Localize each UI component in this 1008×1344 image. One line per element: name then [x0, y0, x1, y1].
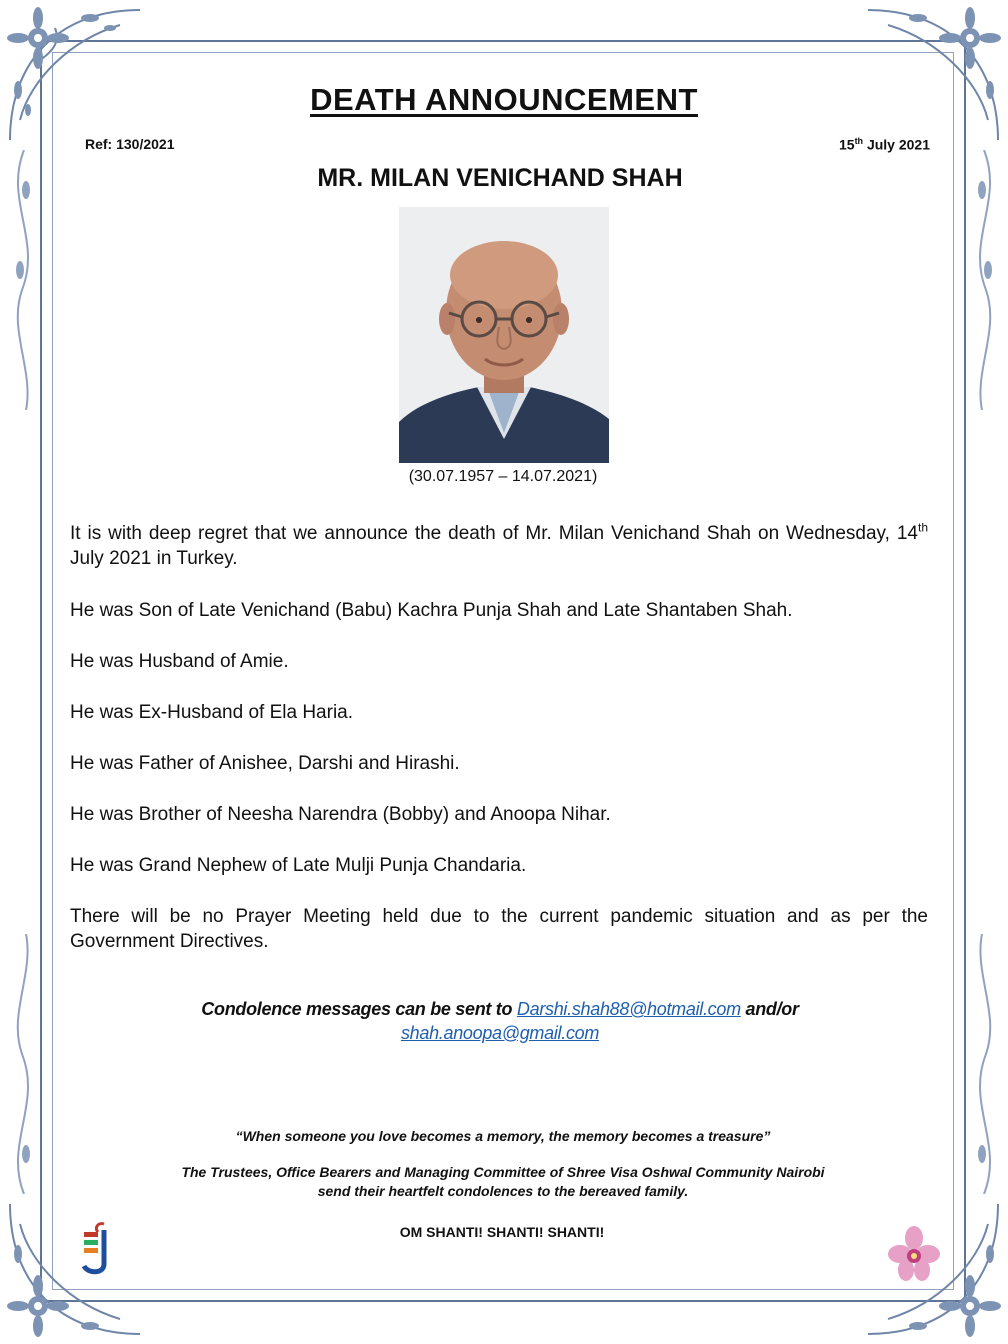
trustees-line-2: send their heartfelt condolences to the bereaved family. [317, 1183, 689, 1199]
corner-ornament-icon [858, 0, 1008, 150]
page-title [0, 82, 1008, 118]
date-day: 15 [838, 136, 855, 153]
memorial-quote: “When someone you love becomes a memory, the memory becomes a treasure” [235, 1128, 771, 1144]
ex-spouse-line: He was Ex-Husband of Ela Haria. [70, 702, 354, 723]
om-shanti: OM SHANTI! SHANTI! SHANTI! [399, 1224, 605, 1240]
prayer-meeting-notice: There will be no Prayer Meeting held due to the current pandemic situation and as per the Government Directives. [70, 906, 928, 952]
announcement-date [839, 136, 930, 153]
condolence-prefix: Condolence messages can be sent to [201, 999, 517, 1019]
side-scroll-ornament-icon [4, 934, 44, 1194]
side-scroll-ornament-icon [964, 934, 1004, 1194]
grand-nephew-line: He was Grand Nephew of Late Mulji Punja Chandaria. [70, 855, 527, 876]
portrait-illustration-icon [399, 207, 609, 463]
siblings-line: He was Brother of Neesha Narendra (Bobby) and Anoopa Nihar. [70, 804, 611, 825]
email-link-anoopa[interactable]: shah.anoopa@gmail.com [400, 1023, 600, 1043]
trustees-line-1: The Trustees, Office Bearers and Managing Committee of Shree Visa Oshwal Community Nairobi [181, 1164, 825, 1180]
condolence-messages [0, 997, 1000, 1045]
portrait-photo [399, 207, 609, 463]
paragraph-text: It is with deep regret that we announce the death of Mr. Milan Venichand Shah on Wednesday, 14 [70, 523, 918, 544]
announcement-paragraph [70, 521, 928, 571]
page-title-text: DEATH ANNOUNCEMENT [310, 82, 698, 117]
lifespan-dates: (30.07.1957 – 14.07.2021) [408, 468, 598, 485]
parents-line: He was Son of Late Venichand (Babu) Kachra Punja Shah and Late Shantaben Shah. [70, 600, 793, 621]
email-link-darshi[interactable]: Darshi.shah88@hotmail.com [516, 999, 741, 1019]
children-line: He was Father of Anishee, Darshi and Hirashi. [70, 753, 460, 774]
corner-ornament-icon [0, 1194, 150, 1344]
spouse-line: He was Husband of Amie. [70, 651, 289, 672]
community-logo-icon [78, 1220, 114, 1278]
date-rest: July 2021 [863, 136, 930, 153]
date-suffix: th [917, 520, 928, 535]
orchid-flower-icon [888, 1226, 940, 1282]
reference-number: Ref: 130/2021 [85, 136, 175, 152]
trustees-condolence [0, 1163, 1006, 1201]
condolence-joiner: and/or [740, 999, 799, 1019]
date-suffix: th [854, 136, 864, 146]
corner-ornament-icon [0, 0, 150, 150]
paragraph-text: July 2021 in Turkey. [70, 548, 238, 569]
deceased-name: MR. MILAN VENICHAND SHAH [317, 164, 683, 192]
